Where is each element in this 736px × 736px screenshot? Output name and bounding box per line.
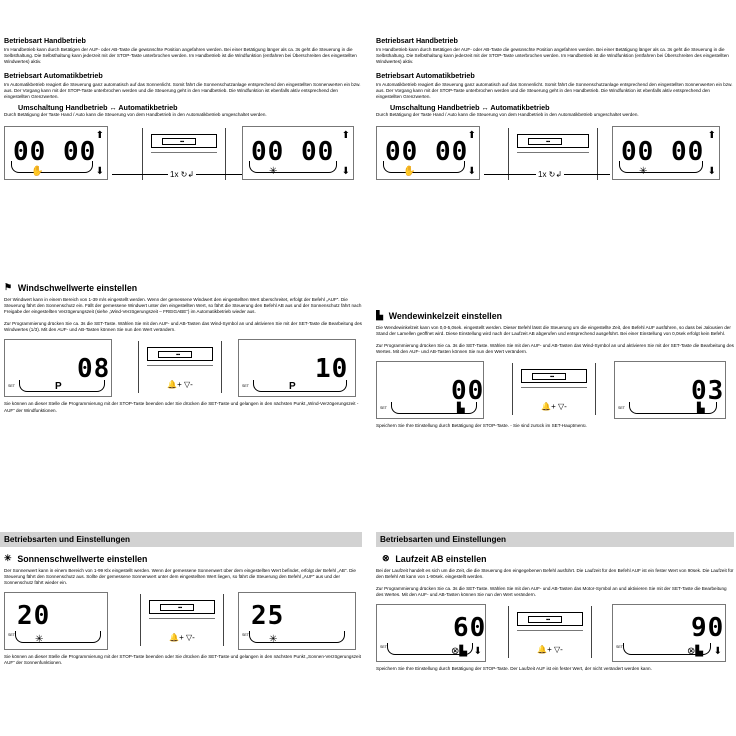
device-keys: 🔔+ ▽-: [169, 633, 195, 643]
figure-row: [376, 122, 734, 188]
lcd-digits: 00 00: [13, 136, 97, 167]
wind-flag-icon: P: [289, 381, 296, 393]
section-heading: [4, 282, 362, 293]
hand-icon: ✋: [403, 165, 416, 177]
press-label: 1x ↻↲: [538, 169, 563, 179]
section-heading: [376, 553, 734, 564]
section-heading: [0, 553, 362, 564]
lcd-display-after: 03 ▙ SET: [614, 361, 726, 419]
lcd-digits: 25: [251, 601, 285, 632]
press-label: 1x ↻↲: [170, 169, 195, 179]
blind-icon: ▙: [376, 310, 383, 320]
heading-umschaltung: Umschaltung Handbetrieb ↔ Automatikbetrieb: [18, 102, 178, 112]
lcd-digits: 60: [453, 613, 487, 644]
lcd-display-hand: [4, 126, 108, 180]
lcd-display-after: 90 ⊗▙ ⬇ SET: [612, 604, 726, 662]
lcd-digits: 00: [451, 376, 485, 407]
heading-automatikbetrieb: Betriebsart Automatikbetrieb: [4, 71, 103, 81]
up-arrow-icon: ⬆: [95, 129, 104, 141]
lcd-display-before: 20 ✳ SET: [4, 592, 108, 650]
text-programming: Zur Programmierung drücken Sie ca. 3s die SET-Taste. Wählen Sie mit den AUF- und AB-Tasten das Motor-Symbol an und aktivieren Sie mit der SET-Taste die Bearbeitung des Wertes. Mit den AUF- und AB-Tasten können Sie nun den Wert verändern.: [376, 586, 727, 598]
panel-wendewinkelzeit: [376, 310, 734, 429]
hand-icon: ✋: [31, 165, 44, 177]
heading-automatikbetrieb: Betriebsart Automatikbetrieb: [376, 71, 475, 81]
text-finish: Speichern Sie Ihre Einstellung durch Betätigung der STOP-Taste. Der Laufzeit AUF ist ein fester Wert, der nicht verändert werden kann.: [376, 666, 652, 672]
heading-handbetrieb: Betriebsart Handbetrieb: [376, 36, 458, 45]
lcd-display-before: 08 P SET: [4, 339, 112, 397]
control-device: ▪▪▪ 🔔+ ▽-: [508, 606, 592, 658]
down-arrow-icon: ⬇: [707, 165, 716, 177]
heading-umschaltung: Umschaltung Handbetrieb ↔ Automatikbetrieb: [390, 102, 550, 112]
motor-icon: ⊗▙: [687, 646, 704, 658]
panel-hand-auto-left: [4, 36, 362, 188]
up-arrow-icon: ⬆: [707, 129, 716, 141]
panel-laufzeit-ab: [376, 532, 734, 672]
heading-handbetrieb: Betriebsart Handbetrieb: [4, 36, 86, 45]
text-programming: Zur Programmierung drücken Sie ca. 3s die SET-Taste. Wählen Sie mit den AUF- und AB-Tasten das Wind-Symbol an und aktivieren Sie mit der SET-Taste die Bearbeitung des Wertes. Mit den AUF- und AB-Tasten können Sie nun den Wert verändern.: [376, 343, 734, 355]
lcd-display-before: 00 ▙ SET: [376, 361, 484, 419]
control-device: ▪▪▪ 🔔+ ▽-: [138, 341, 222, 393]
figure-row: [376, 359, 734, 423]
section-title: Laufzeit AB einstellen: [395, 553, 487, 564]
device-keys: 🔔+ ▽-: [167, 380, 193, 390]
lcd-digits: 00 00: [251, 136, 335, 167]
text-intro: Bei der Laufzeit handelt es sich um die Zeit, die die Steuerung den eingegebenen Befehl ausführt. Die Laufzeit für den Befehl AUF ist ein fester Wert von 90sek. Die Laufzeit für den Befehl AB kann von 1-90sek. eingestellt werden.: [376, 568, 734, 580]
text-intro: Die Wendewinkelzeit kann von 0,0-5,0sek. eingestellt werden. Dieser Befehl lässt die Steuerung um die eingestellte Zeit, den Befehl AUF ausführen, so dass bei Jalousien der Stand der Lamellen geöffnet wird. Diese Einstellung wird nach der Laufzeit AB abgerufen und entsprechend ausgeführt. Bei einer Einstellung von 0,0sek erfolgt kein Befehl.: [376, 325, 731, 337]
figure-row: [4, 337, 362, 401]
text-finish: Sie können an dieser Stelle die Programmierung mit der STOP-Taste beenden oder Sie drücken die SET-Taste und gelangen in den nächsten Punkt „Wind-Verzögerungszeit - AUF“ der Windfunktionen.: [4, 401, 359, 413]
panel-sonnenschwellwerte: [0, 532, 362, 666]
sun-icon: ✳: [269, 634, 278, 646]
section-title: Windschwellwerte einstellen: [17, 282, 138, 293]
text-automatikbetrieb: Im Automatikbetrieb reagiert die Steuerung ganz automatisch auf das Sonnenlicht. Somit fährt die Sonnenschutzanlage entsprechend den eingestellten Sonnenwerten ein bzw. aus. Der Vorgang kann mit der STOP-Taste unterbrochen werden und die Steuerung geht in den Handbetrieb. Die Windfunktion ist ebenfalls aktiv entsprechend den eingestellten Grenzwerten.: [376, 82, 733, 100]
text-finish: Speichern Sie Ihre Einstellung durch Betätigung der STOP-Taste. - Sie sind zurück im SET-Hauptmenü.: [376, 423, 587, 429]
lcd-digits: 00 00: [621, 136, 705, 167]
down-arrow-icon: ⬇: [341, 165, 350, 177]
lcd-digits: 00 00: [385, 136, 469, 167]
text-finish: Sie können an dieser Stelle die Programmierung mit der STOP-Taste beenden oder Sie drücken die SET-Taste und gelangen in den nächsten Punkt „Sonnen-Verzögerungszeit AUF“ der Sonnenfunktionen.: [4, 654, 361, 666]
lcd-display-auto: [242, 126, 354, 180]
text-programming: Zur Programmierung drücken Sie ca. 3s die SET-Taste. Wählen Sie mit den AUF- und AB-Tasten das Wind-Symbol an und aktivieren Sie mit der SET-Taste die Bearbeitung des Windwertes (1/3). Mit den AUF- und AB-Tasten können Sie nun den Wert verändern.: [4, 321, 362, 333]
lcd-display-before: 60 ⊗▙ ⬇ SET: [376, 604, 486, 662]
blind-icon: ▙: [457, 403, 465, 415]
text-automatikbetrieb: Im Automatikbetrieb reagiert die Steuerung ganz automatisch auf das Sonnenlicht. Somit fährt die Sonnenschutzanlage entsprechend den eingestellten Sonnenwerten ein bzw. aus. Der Vorgang kann mit der STOP-Taste unterbrochen werden und die Steuerung geht in den Handbetrieb. Die Windfunktion ist ebenfalls aktiv entsprechend den eingestellten Grenzwerten.: [4, 82, 361, 100]
text-handbetrieb: Im Handbetrieb kann durch Betätigen der AUF- oder AB-Taste die gewünschte Position angefahren werden. Bei einer Betätigung länger als ca. 3s geht die Steuerung in die Selbsthaltung. Die Selbsthaltung kann jederzeit mit der STOP-Taste unterbrochen werden. Im Handbetrieb ist die Windfunktion (entfahren bei Überschreiten des eingestellten Windwertes) aktiv.: [376, 47, 729, 65]
section-band: Betriebsarten und Einstellungen: [376, 532, 734, 547]
sun-icon: ✳: [4, 553, 12, 563]
lcd-digits: 90: [691, 613, 725, 644]
wind-flag-icon: ⚑: [4, 282, 12, 292]
lcd-display-auto: [612, 126, 720, 180]
lcd-digits: 08: [77, 354, 111, 385]
down-arrow-icon: ⬇: [473, 646, 482, 658]
up-arrow-icon: ⬆: [467, 129, 476, 141]
figure-row: [4, 122, 362, 188]
control-device: ▪▪▪ 🔔+ ▽-: [512, 363, 596, 415]
text-umschaltung: Durch Betätigung der Taste Hand / Auto kann die Steuerung von dem Handbetrieb in den Automatikbetrieb umgeschaltet werden.: [376, 111, 639, 117]
motor-icon: ⊗: [382, 553, 390, 563]
text-intro: Der Sonnenwert kann in einem Bereich von 1-99 Klx eingestellt werden. Wenn der gemessene Sonnenwert über dem eingestellten Wert befindet, erfolgt der Befehl „AB“. Die Steuerung fährt den Sonnenschutz aus. Sollte der gemessene Sonnenwert unter dem eingestellten Wert liegen, so fährt die Steuerung den Befehl „AUF“ aus und der Sonnenschutz fährt wieder ein.: [4, 568, 356, 586]
motor-icon: ⊗▙: [451, 646, 468, 658]
section-title: Wendewinkelzeit einstellen: [388, 310, 503, 321]
control-device: ▪▪▪: [508, 128, 598, 180]
down-arrow-icon: ⬇: [713, 646, 722, 658]
section-heading: [376, 310, 734, 321]
panel-windschwellwerte: [4, 282, 362, 414]
device-keys: 🔔+ ▽-: [537, 645, 563, 655]
section-title: Sonnenschwellwerte einstellen: [17, 553, 148, 564]
text-intro: Der Windwert kann in einem Bereich von 1-39 m/s eingestellt werden. Wenn der gemessene Windwert den eingestellten Wert überschreitet, erfolgt der Befehl „AUF“. Die Steuerung fährt den Sonnenschutz ein. Fällt der gemessene Windwert unter den eingestellten Wert, so fährt die Steuerung den Befehl AB aus und der Sonnenschutz fährt nach Freigabe der eingestellten Verzögerungszeit (siehe „Wind-Verzögerungszeit – FREIGABE“) im Automatikbetrieb wieder aus.: [4, 297, 362, 315]
device-keys: 🔔+ ▽-: [541, 402, 567, 412]
lcd-digits: 20: [17, 601, 51, 632]
lcd-digits: 10: [315, 354, 349, 385]
sun-icon: ✳: [639, 165, 648, 177]
panel-hand-auto-right: [376, 36, 734, 188]
lcd-display-hand: [376, 126, 480, 180]
control-device: ▪▪▪: [142, 128, 226, 180]
lcd-display-after: 25 ✳ SET: [238, 592, 356, 650]
sun-icon: ✳: [35, 634, 44, 646]
wind-flag-icon: P: [55, 381, 62, 393]
figure-row: [0, 590, 362, 654]
down-arrow-icon: ⬇: [95, 165, 104, 177]
up-arrow-icon: ⬆: [341, 129, 350, 141]
text-handbetrieb: Im Handbetrieb kann durch Betätigen der AUF- oder AB-Taste die gewünschte Position angefahren werden. Bei einer Betätigung länger als ca. 3s geht die Steuerung in die Selbsthaltung. Die Selbsthaltung kann jederzeit mit der STOP-Taste unterbrochen werden. Im Handbetrieb ist die Windfunktion (entfahren bei Überschreiten des eingestellten Windwertes) aktiv.: [4, 47, 357, 65]
sun-icon: ✳: [269, 165, 278, 177]
figure-row: [376, 602, 734, 666]
down-arrow-icon: ⬇: [467, 165, 476, 177]
lcd-digits: 03: [691, 376, 725, 407]
blind-icon: ▙: [697, 403, 705, 415]
control-device: ▪▪▪ 🔔+ ▽-: [140, 594, 224, 646]
text-umschaltung: Durch Betätigung der Taste Hand / Auto kann die Steuerung von dem Handbetrieb in den Automatikbetrieb umgeschaltet werden.: [4, 111, 267, 117]
lcd-display-after: 10 P SET: [238, 339, 356, 397]
section-band: Betriebsarten und Einstellungen: [0, 532, 362, 547]
